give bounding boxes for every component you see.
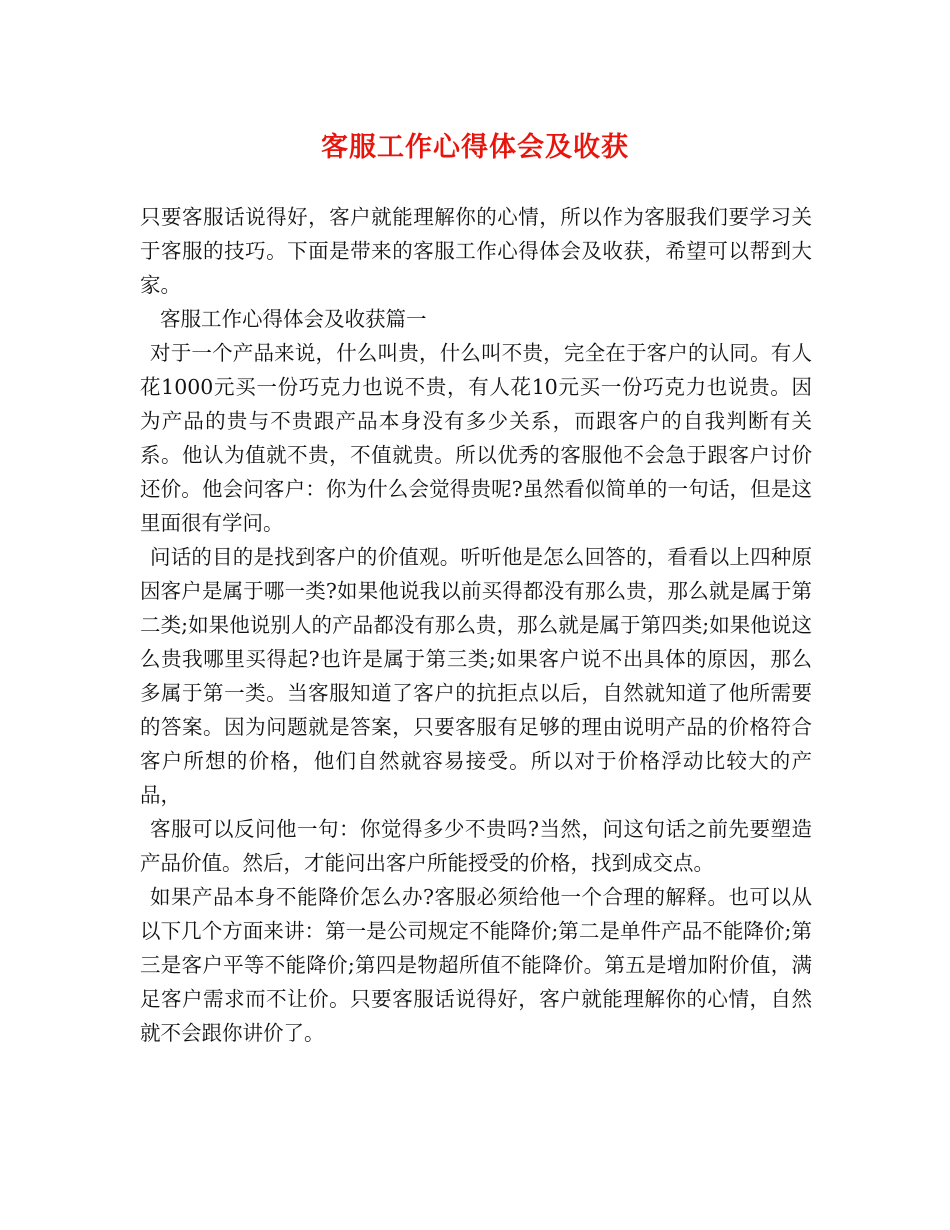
- body-paragraph: 问话的目的是找到客户的价值观。听听他是怎么回答的，看看以上四种原因客户是属于哪一类?如果他说我以前买得都没有那么贵，那么就是属于第二类;如果他说别人的产品都没有那么贵，那么就是属于第四类;如果他说这么贵我哪里买得起?也许是属于第三类;如果客户说不出具体的原因，那么多属于第一类。当客服知道了客户的抗拒点以后，自然就知道了他所需要的答案。因为问题就是答案，只要客服有足够的理由说明产品的价格符合客户所想的价格，他们自然就容易接受。所以对于价格浮动比较大的产品，: [140, 545, 812, 807]
- section-heading: 客服工作心得体会及收获篇一: [160, 307, 427, 331]
- document-body: [140, 200, 812, 1050]
- body-paragraph: 如果产品本身不能降价怎么办?客服必须给他一个合理的解释。也可以从以下几个方面来讲：第一是公司规定不能降价;第二是单件产品不能降价;第三是客户平等不能降价;第四是物超所值不能降价。第五是增加附价值，满足客户需求而不让价。只要客服话说得好，客户就能理解你的心情，自然就不会跟你讲价了。: [140, 885, 812, 1045]
- body-paragraph: 对于一个产品来说，什么叫贵，什么叫不贵，完全在于客户的认同。有人花1000元买一份巧克力也说不贵，有人花10元买一份巧克力也说贵。因为产品的贵与不贵跟产品本身没有多少关系，而跟客户的自我判断有关系。他认为值就不贵，不值就贵。所以优秀的客服他不会急于跟客户讨价还价。他会问客户：你为什么会觉得贵呢?虽然看似简单的一句话，但是这里面很有学问。: [140, 341, 812, 535]
- page-title: 客服工作心得体会及收获: [321, 132, 629, 163]
- body-paragraph: 客服可以反问他一句：你觉得多少不贵吗?当然，问这句话之前先要塑造产品价值。然后，才能问出客户所能授受的价格，找到成交点。: [140, 817, 812, 875]
- intro-paragraph: 只要客服话说得好，客户就能理解你的心情，所以作为客服我们要学习关于客服的技巧。下面是带来的客服工作心得体会及收获，希望可以帮到大家。: [140, 205, 812, 297]
